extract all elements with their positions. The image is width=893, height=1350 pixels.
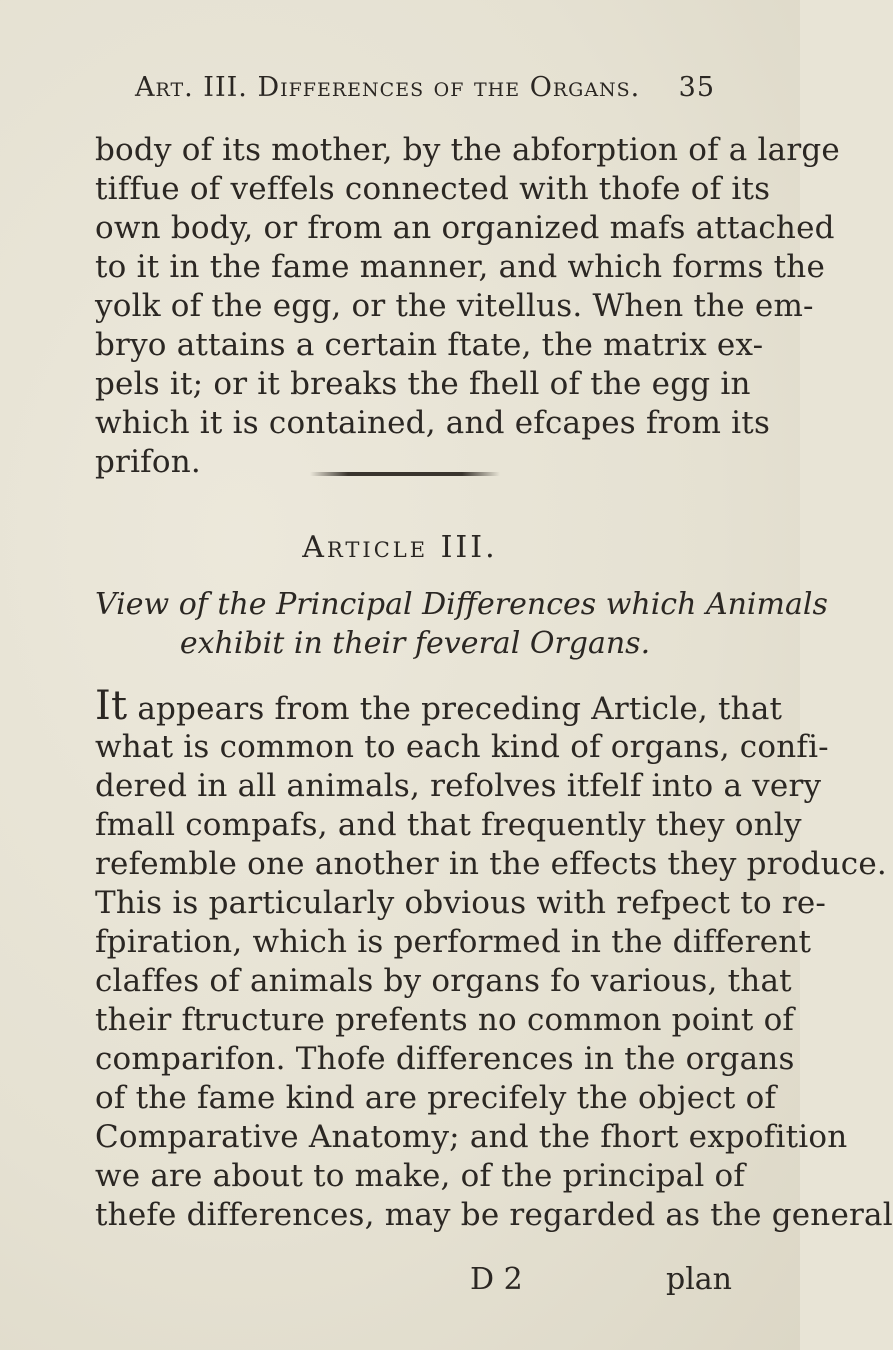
first-line-rest: appears from the preceding Article, that [127,691,783,727]
text-line-first [95,683,783,729]
text-line: which it is contained, and efcapes from its [95,405,771,441]
text-line: fmall compafs, and that frequently they only [95,807,802,843]
text-line: to it in the fame manner, and which forms the [95,249,826,285]
section-divider [310,472,500,476]
text-line: comparifon. Thofe differences in the organs [95,1041,795,1077]
text-line: tiffue of veffels connected with thofe of its [95,171,771,207]
catchword: plan [665,1262,732,1297]
text-line: Comparative Anatomy; and the fhort expofition [95,1119,848,1155]
text-line: refemble one another in the effects they produce. [95,846,887,882]
text-line: we are about to make, of the principal of [95,1158,746,1194]
article-subtitle-line1: View of the Principal Differences which Animals [95,587,828,622]
running-title: Art. III. Differences of the Organs. [135,72,641,103]
text-line: claffes of animals by organs fo various, that [95,963,792,999]
signature-mark: D 2 [470,1262,523,1297]
text-line: body of its mother, by the abforption of a large [95,132,840,168]
text-line: prifon. [95,444,201,480]
page-number: 35 [678,72,715,103]
text-line: of the fame kind are precifely the object of [95,1080,777,1116]
initial-word: It [95,683,128,729]
text-line: This is particularly obvious with refpect to re- [95,885,827,921]
text-line: fpiration, which is performed in the different [95,924,812,960]
running-header [135,72,715,122]
article-subtitle-line2: exhibit in their feveral Organs. [179,626,651,661]
text-line: own body, or from an organized mafs attached [95,210,835,246]
text-line: thefe differences, may be regarded as the general [95,1197,893,1233]
text-line: yolk of the egg, or the vitellus. When the em- [95,288,814,324]
text-line: their ftructure prefents no common point of [95,1002,795,1038]
text-line: what is common to each kind of organs, confi- [95,729,829,765]
article-title: Article III. [302,530,498,565]
text-line: pels it; or it breaks the fhell of the egg in [95,366,751,402]
text-line: dered in all animals, refolves itfelf into a very [95,768,822,804]
text-line: bryo attains a certain ftate, the matrix ex- [95,327,764,363]
